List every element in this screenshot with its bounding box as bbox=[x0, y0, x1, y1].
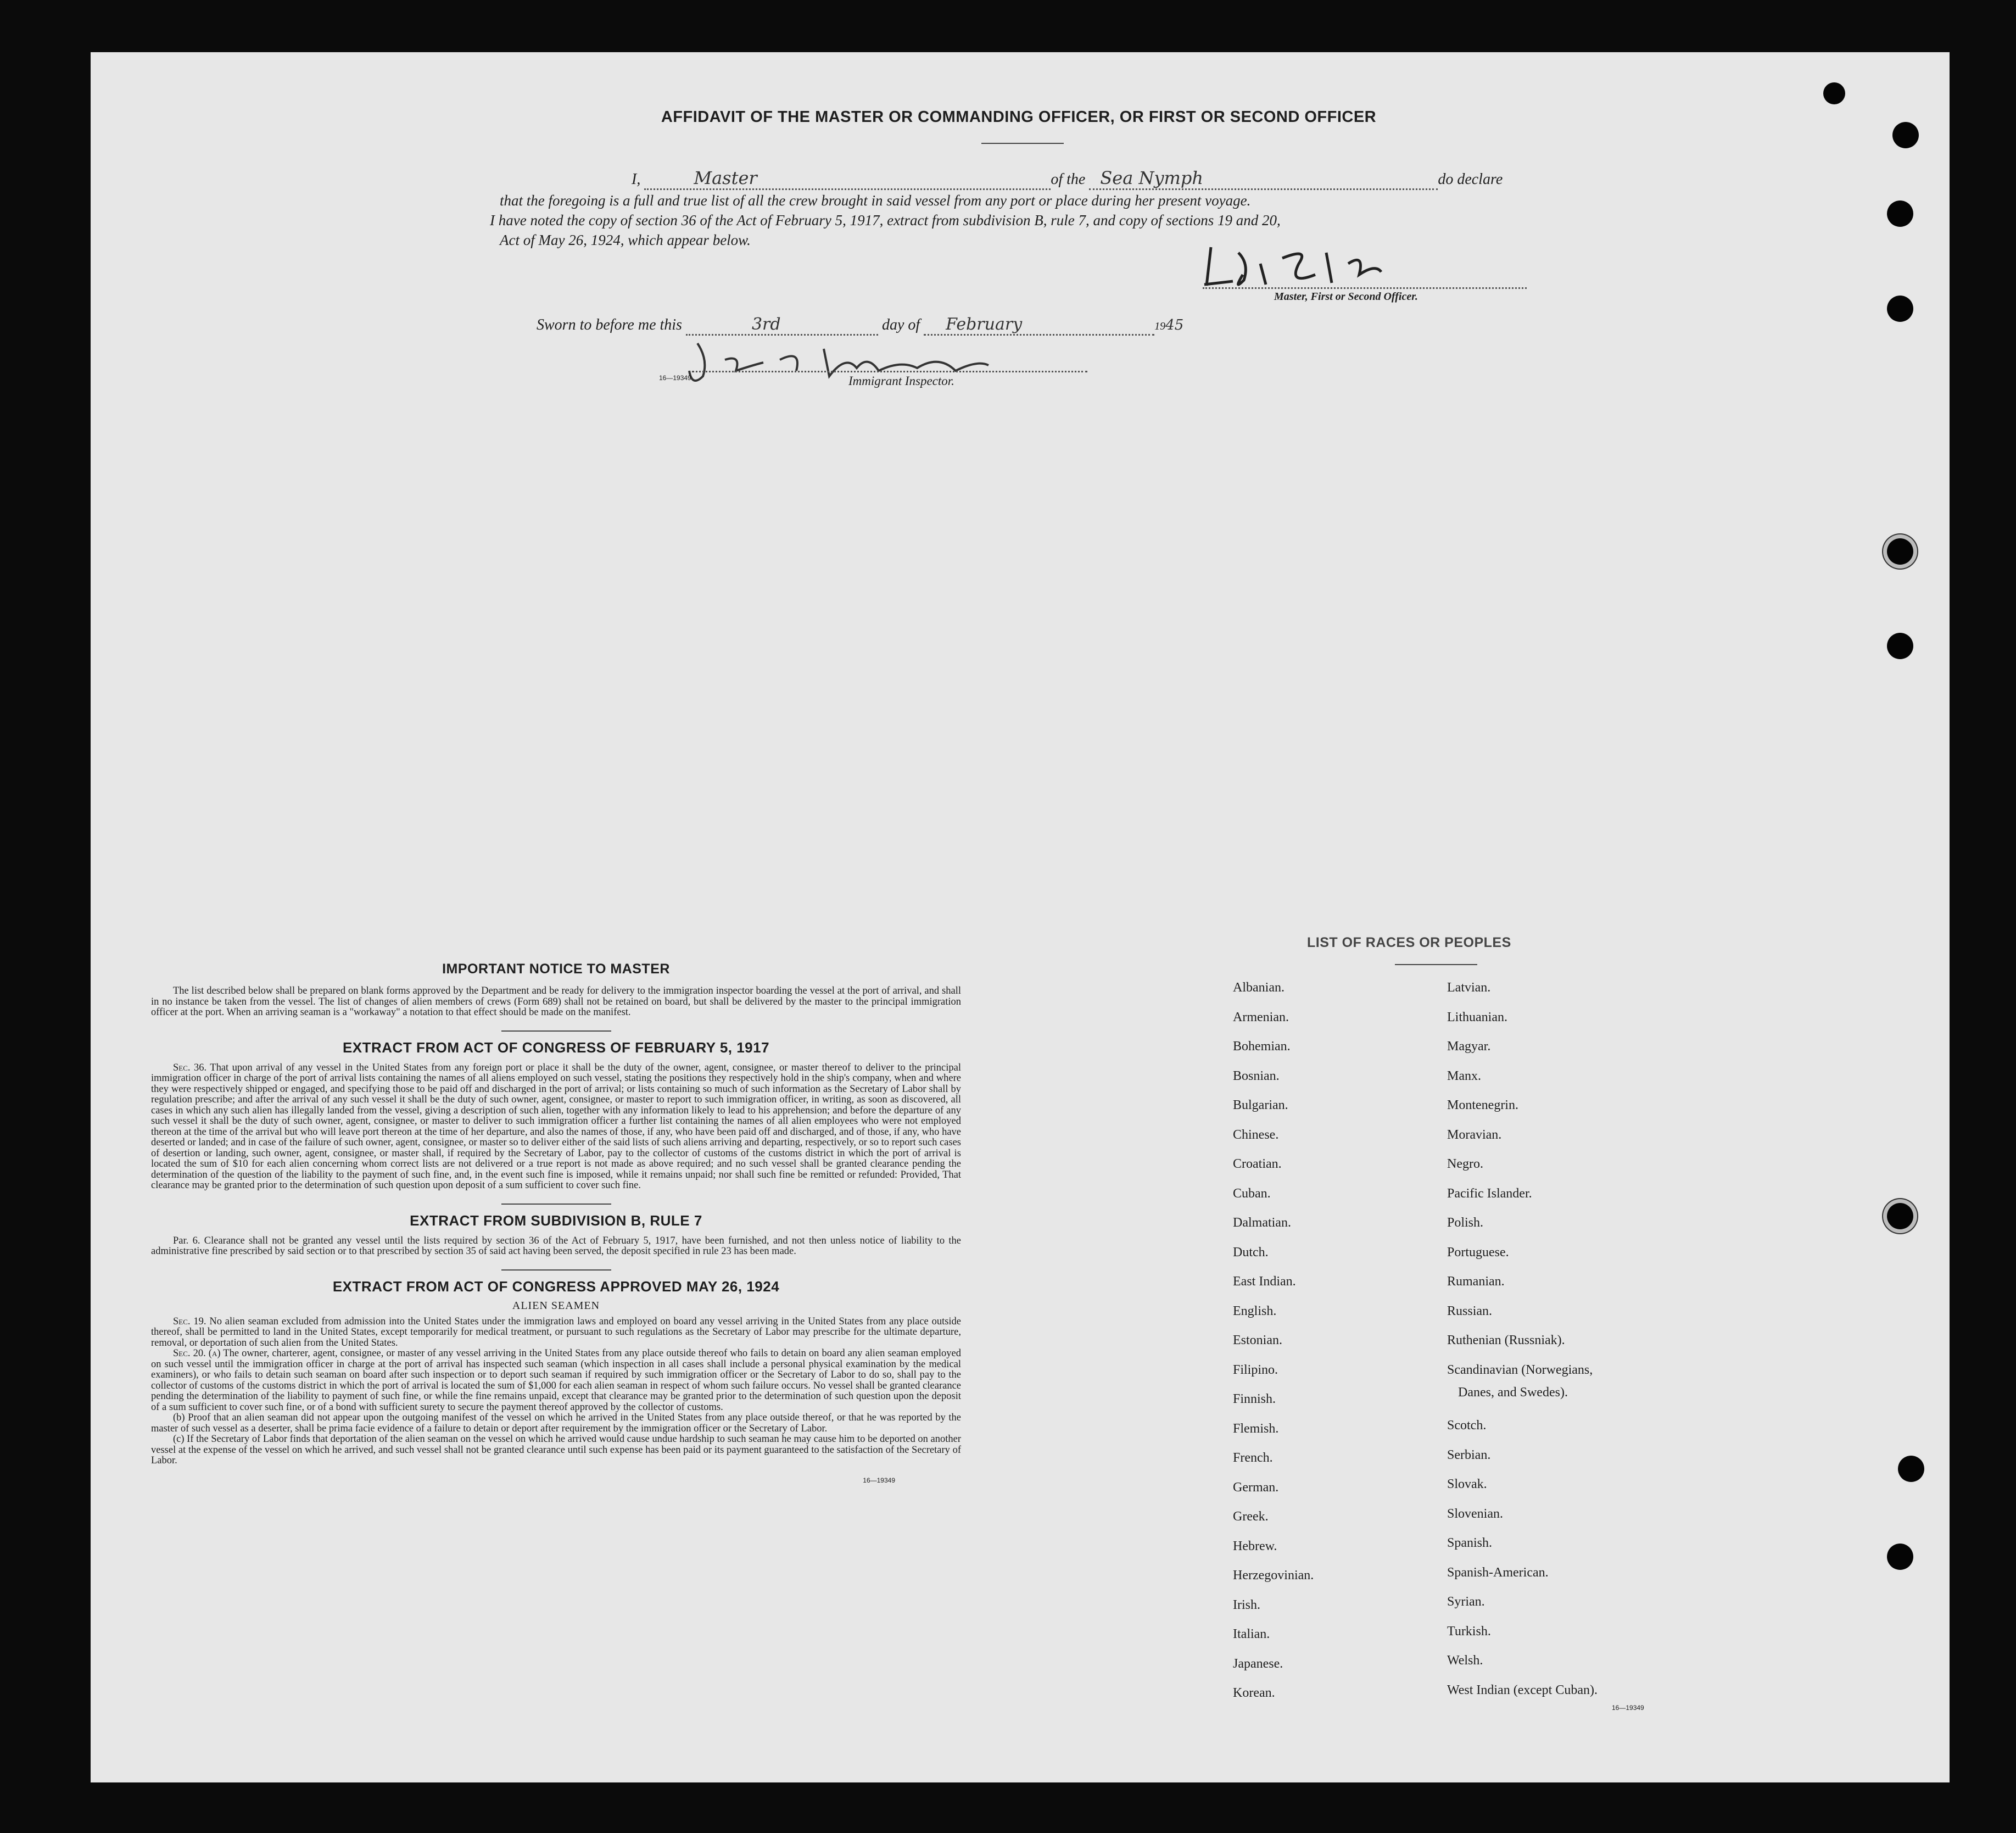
binder-hole bbox=[1887, 633, 1913, 659]
sec20a-body bbox=[151, 1349, 961, 1413]
race-item: Korean. bbox=[1233, 1686, 1275, 1700]
race-item: Bosnian. bbox=[1233, 1068, 1280, 1083]
races-title: LIST OF RACES OR PEOPLES bbox=[1307, 935, 1511, 950]
race-item: Moravian. bbox=[1447, 1127, 1502, 1142]
signature-caption: Master, First or Second Officer. bbox=[1274, 291, 1418, 303]
race-item: Cuban. bbox=[1233, 1186, 1271, 1201]
binder-hole bbox=[1887, 200, 1913, 227]
races-divider bbox=[1395, 964, 1477, 965]
sworn-day-value: 3rd bbox=[751, 315, 781, 334]
race-item: Bohemian. bbox=[1233, 1039, 1291, 1054]
extract-rule7-text: Par. 6. Clearance shall not be granted any vessel until the lists required by section 36 of the Act of February 5, 1917, have been furnished, and not then unless notice of liability to the administrative fine prescribed by said section or to that prescribed by section 35 of said act having been served, the deposit specified in rule 23 has been made. bbox=[151, 1235, 961, 1257]
sworn-day-field bbox=[686, 315, 878, 336]
sec19-text: No alien seaman excluded from admission into the United States under the immigration laws and employed on board any vessel arriving in the United States from any place outside thereof, shall be permitted to land in the United States, except temporarily for medical treatment, or pursuant to such regulations as the Secretary of Labor may prescribe for the ultimate departure, removal, or deportation of such alien from the United States. bbox=[151, 1316, 962, 1349]
line1-suffix: do declare bbox=[1438, 171, 1503, 188]
race-item: Finnish. bbox=[1233, 1392, 1276, 1406]
race-item: Spanish-American. bbox=[1447, 1565, 1549, 1580]
binder-hole bbox=[1823, 82, 1845, 104]
race-item: Spanish. bbox=[1447, 1536, 1493, 1551]
year-prefix: 19 bbox=[1154, 320, 1166, 332]
affidavit-form-number: 16—19349 bbox=[659, 374, 691, 382]
race-item: Scandinavian (Norwegians, bbox=[1447, 1362, 1593, 1377]
sec20a-text: The owner, charterer, agent, consignee, or master of any vessel arriving in the United States from any place outside thereof who fails to detain on board any alien seaman employed on such vessel until the immigration officer in charge at the port of arrival has inspected such seaman (which inspection in all cases shall include a personal physical examination by the medical examiners), or who fails to detain such seaman on board after such inspection or to deport such seaman if required by such immigration officer or the Secretary of Labor to do so, shall pay to the collector of customs of the customs district in which the port of arrival is located the sum of $1,000 for each alien seaman in respect of whom such failure occurs. No vessel shall be granted clearance pending the determination of the liability to payment of such fine, or while the fine remains unpaid, except that clearance may be granted prior to the determination of such question upon the deposit of a sum sufficient to cover such fine, or of a bond with sufficient surety to secure the payment thereof approved by the collector of customs. bbox=[151, 1348, 961, 1413]
sec20-label: Sec. 20. (a) bbox=[173, 1348, 221, 1359]
race-item: Dalmatian. bbox=[1233, 1216, 1291, 1230]
race-item: Slovenian. bbox=[1447, 1506, 1503, 1521]
sec19-label: Sec. 19. bbox=[173, 1316, 206, 1327]
sworn-line bbox=[537, 315, 1183, 336]
race-item: Herzegovinian. bbox=[1233, 1568, 1314, 1583]
extract-1917-divider bbox=[501, 1204, 611, 1205]
race-item: Welsh. bbox=[1447, 1653, 1483, 1668]
extract-1917-title: EXTRACT FROM ACT OF CONGRESS OF FEBRUARY 5, 1917 bbox=[342, 1039, 770, 1056]
extract-1917-sec: Sec. 36. bbox=[173, 1062, 207, 1073]
binder-hole bbox=[1887, 1544, 1913, 1570]
race-item: Ruthenian (Russniak). bbox=[1447, 1333, 1565, 1347]
year-suffix: 45 bbox=[1165, 317, 1184, 333]
race-item: Montenegrin. bbox=[1447, 1098, 1518, 1112]
extract-1924-title: EXTRACT FROM ACT OF CONGRESS APPROVED MAY 26, 1924 bbox=[332, 1278, 780, 1295]
race-item: Serbian. bbox=[1447, 1447, 1491, 1462]
extract-1924-subtitle: ALIEN SEAMEN bbox=[512, 1299, 600, 1312]
vessel-name-field bbox=[1089, 168, 1438, 190]
sec19-body bbox=[151, 1317, 961, 1349]
affidavit-title: AFFIDAVIT OF THE MASTER OR COMMANDING OFFICER, OR FIRST OR SECOND OFFICER bbox=[661, 108, 1377, 126]
title-divider bbox=[981, 143, 1064, 144]
binder-hole bbox=[1892, 122, 1919, 148]
extract-rule7-title: EXTRACT FROM SUBDIVISION B, RULE 7 bbox=[410, 1212, 702, 1229]
affidavit-line-1 bbox=[632, 168, 1503, 190]
extract-form-number: 16—19349 bbox=[863, 1476, 895, 1484]
notice-text: The list described below shall be prepared on blank forms approved by the Department and be ready for delivery to the immigration inspector boarding the vessel at the port of arrival, and shall in no instance be taken from the vessel. The list of changes of alien members of crews (Form 689) shall not be retained on board, but shall be delivered by the master to the principal immigration officer at the port. When an arriving seaman is a "workaway" a notation to that effect should be made on the manifest. bbox=[151, 985, 961, 1018]
race-item: Estonian. bbox=[1233, 1333, 1282, 1347]
race-item: Syrian. bbox=[1447, 1595, 1485, 1609]
extract-rule7-divider bbox=[501, 1269, 611, 1271]
binder-hole bbox=[1898, 1456, 1924, 1482]
inspector-line bbox=[692, 371, 1087, 372]
race-item: Portuguese. bbox=[1447, 1245, 1509, 1260]
binder-hole bbox=[1887, 296, 1913, 322]
sworn-month-value: February bbox=[946, 315, 1023, 334]
document-page bbox=[91, 52, 1950, 1782]
race-item: English. bbox=[1233, 1303, 1277, 1318]
race-item: Magyar. bbox=[1447, 1039, 1491, 1054]
binder-hole bbox=[1887, 538, 1913, 565]
race-item: Scotch. bbox=[1447, 1418, 1487, 1433]
race-item: Dutch. bbox=[1233, 1245, 1269, 1260]
line1-prefix: I, bbox=[632, 171, 641, 188]
race-item: Irish. bbox=[1233, 1597, 1260, 1612]
notice-title: IMPORTANT NOTICE TO MASTER bbox=[442, 961, 670, 977]
inspector-caption: Immigrant Inspector. bbox=[848, 374, 954, 388]
affidavit-line-2: that the foregoing is a full and true list of all the crew brought in said vessel from any port or place during her present voyage. bbox=[500, 192, 1251, 209]
sworn-month-field bbox=[924, 315, 1154, 336]
race-item: German. bbox=[1233, 1480, 1279, 1495]
race-item: Slovak. bbox=[1447, 1477, 1487, 1492]
sec20b-text: (b) Proof that an alien seaman did not appear upon the outgoing manifest of the vessel on which he arrived in the United States from any place outside thereof, or that he was reported by the master of such vessel as a deserter, shall be prima facie evidence of a failure to detain or deport after requirement by the immigration officer or the Secretary of Labor. bbox=[151, 1412, 961, 1434]
race-item: Polish. bbox=[1447, 1216, 1484, 1230]
race-item: Negro. bbox=[1447, 1157, 1483, 1171]
race-item: Pacific Islander. bbox=[1447, 1186, 1532, 1201]
race-item: Hebrew. bbox=[1233, 1539, 1277, 1553]
race-item: Albanian. bbox=[1233, 980, 1285, 995]
sworn-label: Sworn to before me this bbox=[537, 316, 682, 333]
race-item: Croatian. bbox=[1233, 1157, 1282, 1171]
line1-mid: of the bbox=[1051, 171, 1086, 188]
race-item: Turkish. bbox=[1447, 1624, 1491, 1639]
race-item: Manx. bbox=[1447, 1068, 1481, 1083]
vessel-name-value: Sea Nymph bbox=[1100, 168, 1203, 188]
race-item: Armenian. bbox=[1233, 1010, 1289, 1024]
race-item: Italian. bbox=[1233, 1627, 1270, 1641]
race-item: French. bbox=[1233, 1451, 1273, 1465]
affidavit-line-3: I have noted the copy of section 36 of the Act of February 5, 1917, extract from subdivision B, rule 7, and copy of sections 19 and 20, bbox=[490, 212, 1281, 229]
race-item: Flemish. bbox=[1233, 1421, 1279, 1436]
master-name-value: Master bbox=[694, 168, 757, 188]
race-item: Greek. bbox=[1233, 1509, 1269, 1524]
race-item: East Indian. bbox=[1233, 1274, 1296, 1289]
race-item: Rumanian. bbox=[1447, 1274, 1505, 1289]
notice-divider bbox=[501, 1030, 611, 1032]
affidavit-line-4: Act of May 26, 1924, which appear below. bbox=[500, 232, 751, 248]
master-name-field bbox=[644, 168, 1051, 190]
legal-column bbox=[151, 961, 961, 1484]
race-item: Bulgarian. bbox=[1233, 1098, 1288, 1112]
sec20c-text: (c) If the Secretary of Labor finds that deportation of the alien seaman on the vessel on which he arrived would cause undue hardship to such seaman he may cause him to be deported on another vessel at the expense of the vessel on which he arrived, and such vessel shall not be granted clearance until such expense has been paid or its payment guaranteed to the satisfaction of the Secretary of Labor. bbox=[151, 1434, 961, 1466]
extract-1917-text: That upon arrival of any vessel in the United States from any foreign port or place it shall be the duty of the owner, agent, consignee, or master thereof to deliver to the principal immigration officer in charge of the port of arrival lists containing the names of all aliens employed on such vessel, stating the positions they respectively hold in the ship's company, when and where they were respectively shipped or engaged, and specifying those to be paid off and discharged in the port of arrival; or lists containing so much of such information as the Secretary of Labor shall by regulation prescribe; and after the arrival of any such vessel it shall be the duty of such owner, agent, consignee, or master to report to such immigration officer, in writing, as soon as discovered, all cases in which any such alien has illegally landed from the vessel, giving a description of such alien, together with any information likely to lead to his apprehension; and before the departure of any such vessel it shall be the duty of such owner, agent, consignee, or master to deliver to such immigration officer a further list containing the names of all alien employees who were not employed thereon at the time of the arrival but who will leave port thereon at the time of her departure, and also the names of those, if any, who have been paid off and discharged, and of those, if any, who have deserted or landed; and in case of the failure of such owner, agent, consignee, or master so to deliver either of the said lists of such aliens arriving and departing, respectively, or so to report such cases of desertion or landing, such owner, agent, consignee, or master shall, if required by the Secretary of Labor, pay to the collector of customs of the customs district in which the port of arrival is located the sum of $10 for each alien concerning whom correct lists are not delivered or a true report is not made as above required; and no such vessel shall be granted clearance pending the determination of the question of the liability to the payment of such fine, and, in the event such fine is imposed, while it remains unpaid; nor shall such fine be remitted or refunded: Provided, That clearance may be granted prior to the determination of such question upon deposit of a sum sufficient to cover such fine. bbox=[151, 1062, 962, 1191]
races-form-number: 16—19349 bbox=[1612, 1704, 1644, 1712]
race-item: Chinese. bbox=[1233, 1127, 1279, 1142]
race-item: Japanese. bbox=[1233, 1656, 1283, 1671]
race-item: West Indian (except Cuban). bbox=[1447, 1682, 1598, 1697]
race-item: Latvian. bbox=[1447, 980, 1491, 995]
race-item: Lithuanian. bbox=[1447, 1010, 1507, 1024]
binder-hole bbox=[1887, 1203, 1913, 1229]
signature-line bbox=[1203, 287, 1527, 289]
race-item: Filipino. bbox=[1233, 1362, 1278, 1377]
extract-1917-body bbox=[151, 1063, 961, 1191]
race-item: Russian. bbox=[1447, 1303, 1493, 1318]
day-of-label: day of bbox=[881, 316, 920, 333]
race-scandinavian-cont: Danes, and Swedes). bbox=[1458, 1385, 1568, 1400]
